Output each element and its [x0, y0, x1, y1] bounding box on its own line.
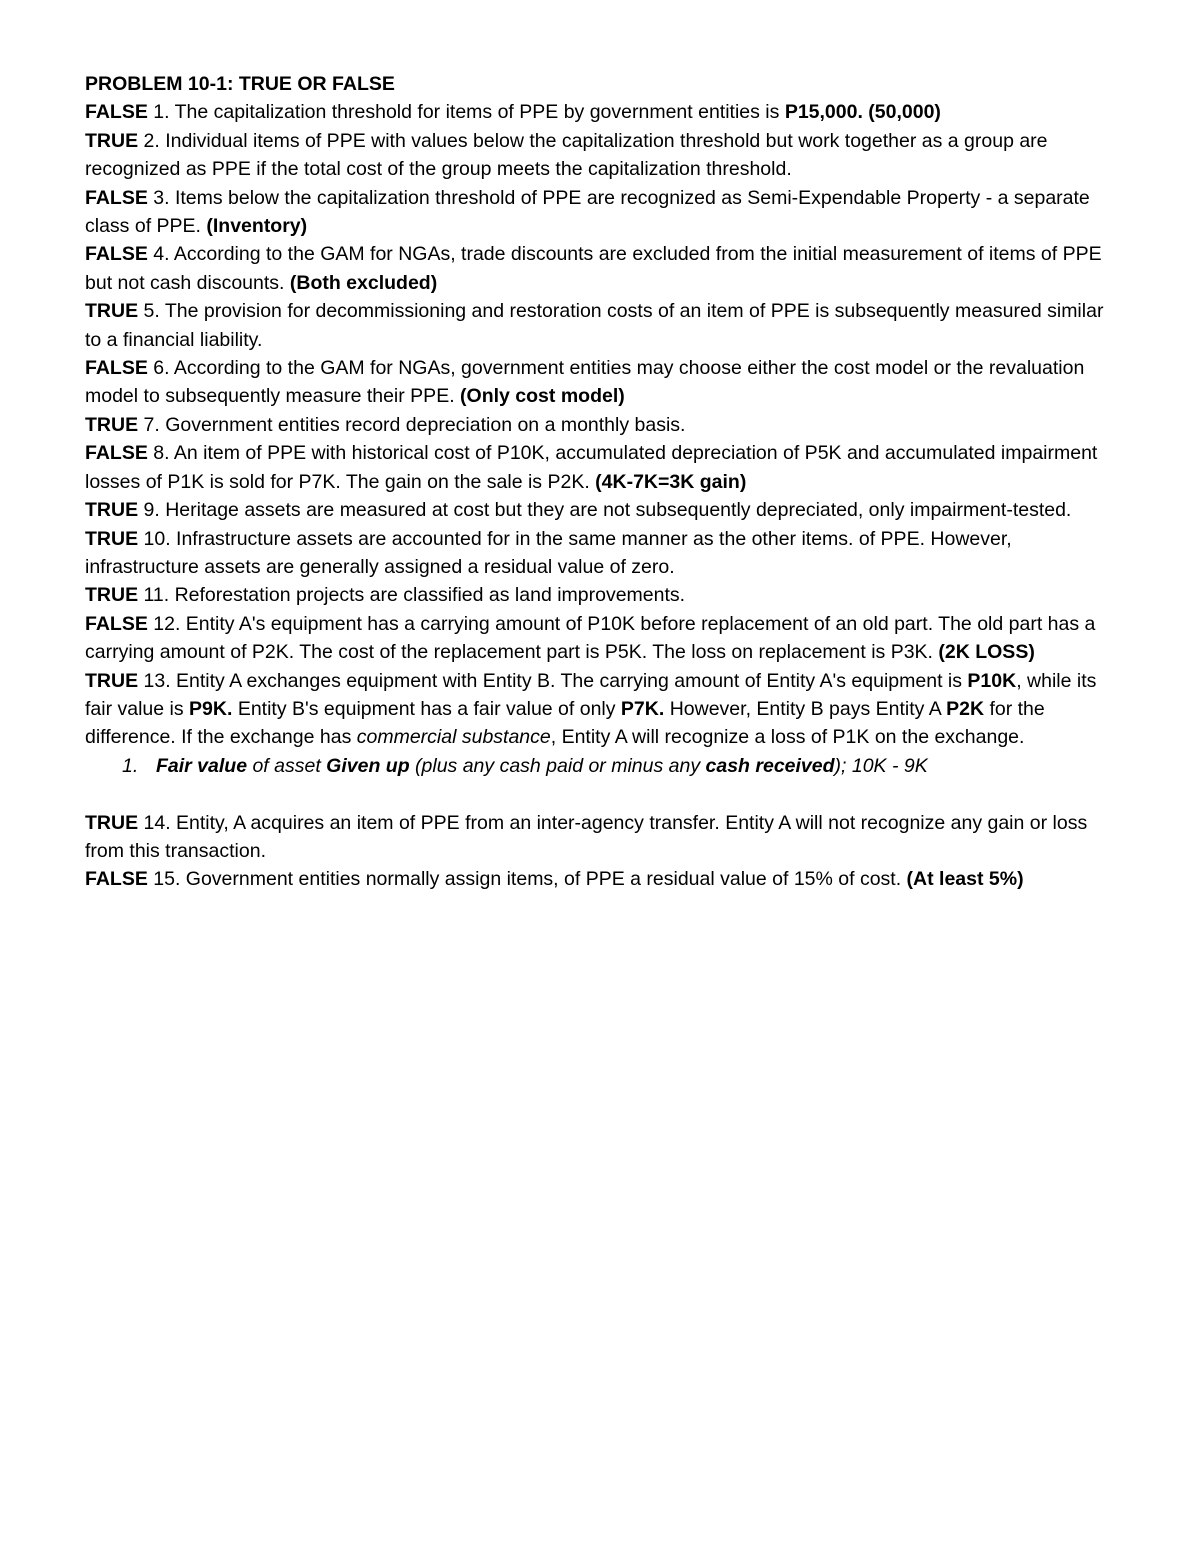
- verdict-label: TRUE: [85, 584, 139, 607]
- answer-emphasis: cash received: [705, 754, 835, 777]
- question-text: 2. Individual items of PPE with values below the capitalization threshold but work together as a group are recognized as PPE if the total cost of the group meets the capitalization threshold.: [85, 129, 1048, 181]
- question-text: 9. Heritage assets are measured at cost but they are not subsequently depreciated, only impairment-tested.: [138, 499, 1072, 522]
- italic-text: commercial substance: [356, 726, 551, 749]
- problem-title: PROBLEM 10-1: TRUE OR FALSE: [85, 73, 395, 95]
- verdict-label: TRUE: [85, 413, 139, 436]
- verdict-label: FALSE: [85, 357, 148, 380]
- verdict-label: FALSE: [85, 186, 148, 209]
- answer-emphasis: (2K LOSS): [938, 641, 1035, 664]
- answer-emphasis: (Both excluded): [289, 271, 438, 294]
- document-page: [85, 70, 1120, 894]
- question-text: 3. Items below the capitalization threshold of PPE are recognized as Semi-Expendable Property - a separate class of PPE.: [85, 186, 1090, 238]
- question-item: [85, 581, 1120, 609]
- solution-sublist-item: [85, 752, 1120, 780]
- question-text: , while its fair value is: [85, 669, 1097, 720]
- answer-emphasis: (Inventory): [206, 215, 308, 238]
- answer-emphasis: (Only cost model): [460, 385, 625, 408]
- question-text: of asset: [247, 754, 327, 777]
- verdict-label: FALSE: [85, 868, 148, 891]
- question-text: 8. An item of PPE with historical cost of P10K, accumulated depreciation of P5K and accumulated impairment losses of P1K is sold for P7K. The gain on the sale is P2K.: [85, 442, 1098, 493]
- answer-emphasis: P15,000. (50,000): [784, 101, 941, 124]
- question-text: 15. Government entities normally assign items, of PPE a residual value of 15% of cost.: [147, 868, 907, 891]
- verdict-label: TRUE: [85, 129, 139, 152]
- question-item: [85, 610, 1120, 667]
- question-list: [85, 98, 1120, 893]
- question-text: 6. According to the GAM for NGAs, government entities may choose either the cost model or the revaluation model to subsequently measure their PPE.: [85, 357, 1085, 408]
- question-text: Entity B's equipment has a fair value of only: [232, 697, 621, 720]
- answer-emphasis: P2K: [946, 697, 985, 720]
- question-text: 1. The capitalization threshold for items of PPE by government entities is: [147, 101, 785, 124]
- question-text: 12. Entity A's equipment has a carrying amount of P10K before replacement of an old part. The old part has a carrying amount of P2K. The cost of the replacement part is P5K. The loss on replacement is P3K.: [85, 612, 1096, 664]
- question-item: [85, 297, 1120, 354]
- question-item: [85, 525, 1120, 582]
- answer-emphasis: (4K-7K=3K gain): [595, 470, 747, 493]
- question-item: [85, 439, 1120, 496]
- blank-line: [85, 780, 1120, 808]
- question-item: [85, 496, 1120, 524]
- question-text: , Entity A will recognize a loss of P1K on the exchange.: [550, 726, 1025, 749]
- question-item: [85, 240, 1120, 297]
- verdict-label: TRUE: [85, 300, 139, 323]
- verdict-label: TRUE: [85, 527, 139, 550]
- question-text: 5. The provision for decommissioning and restoration costs of an item of PPE is subsequently measured similar to a financial liability.: [85, 300, 1104, 351]
- verdict-label: TRUE: [85, 499, 139, 522]
- answer-emphasis: P10K: [967, 669, 1017, 692]
- verdict-label: TRUE: [85, 669, 139, 692]
- question-item: [85, 184, 1120, 241]
- question-text: for the difference. If the exchange has: [85, 697, 1045, 749]
- sublist-number: 1.: [122, 754, 139, 777]
- question-item: [85, 865, 1120, 893]
- verdict-label: FALSE: [85, 101, 148, 124]
- question-item: [85, 127, 1120, 184]
- question-item: [85, 667, 1120, 752]
- answer-emphasis: P7K.: [620, 697, 665, 720]
- answer-emphasis: (At least 5%): [906, 868, 1024, 891]
- answer-emphasis: P9K.: [189, 697, 233, 720]
- question-text: 14. Entity, A acquires an item of PPE from an inter-agency transfer. Entity A will not recognize any gain or loss from this transaction.: [85, 811, 1088, 862]
- answer-emphasis: Given up: [326, 754, 410, 777]
- question-item: [85, 98, 1120, 126]
- question-item: [85, 354, 1120, 411]
- verdict-label: FALSE: [85, 612, 148, 635]
- question-text: 7. Government entities record depreciation on a monthly basis.: [138, 413, 686, 436]
- answer-emphasis: Fair value: [156, 754, 248, 777]
- question-item: [85, 411, 1120, 439]
- question-text: 13. Entity A exchanges equipment with Entity B. The carrying amount of Entity A's equipment is: [138, 669, 968, 692]
- question-text: (plus any cash paid or minus any: [409, 754, 706, 777]
- verdict-label: FALSE: [85, 442, 148, 465]
- question-text: However, Entity B pays Entity A: [664, 697, 947, 720]
- question-text: 4. According to the GAM for NGAs, trade discounts are excluded from the initial measurement of items of PPE but not cash discounts.: [85, 243, 1102, 294]
- verdict-label: TRUE: [85, 811, 139, 834]
- verdict-label: FALSE: [85, 243, 148, 266]
- question-item: [85, 809, 1120, 866]
- question-text: 10. Infrastructure assets are accounted for in the same manner as the other items. of PPE. However, infrastructure assets are generally assigned a residual value of zero.: [85, 527, 1012, 578]
- question-text: ); 10K - 9K: [834, 754, 928, 777]
- question-text: 11. Reforestation projects are classified as land improvements.: [138, 584, 686, 607]
